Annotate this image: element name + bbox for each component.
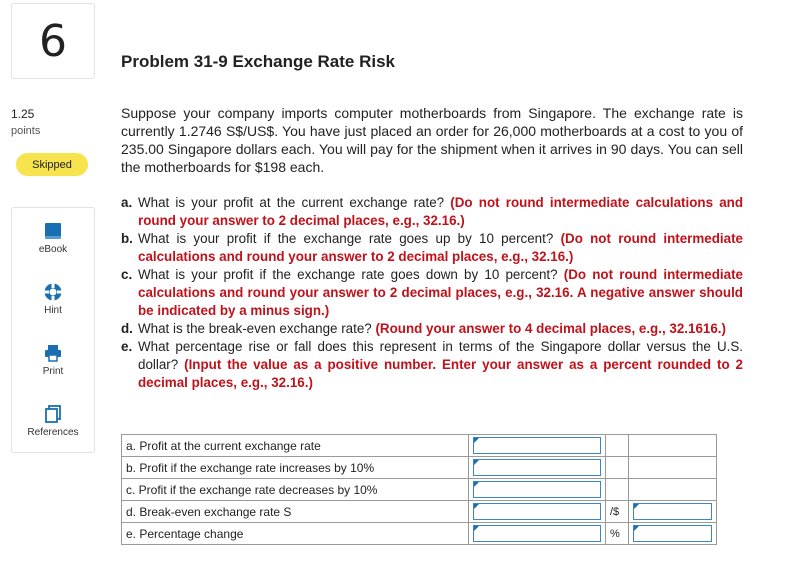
printer-icon bbox=[43, 343, 63, 363]
unit-label bbox=[606, 457, 629, 479]
part-text: What percentage rise or fall does this represent in terms of the Singapore dollar versus the U.S. dollar? bbox=[138, 339, 743, 372]
part-instruction: (Do not round intermediate calculations and round your answer to 2 decimal places, e.g., 32.16.) bbox=[138, 195, 744, 228]
part-letter: c. bbox=[121, 267, 133, 282]
part-c bbox=[121, 266, 743, 320]
empty-cell bbox=[629, 457, 717, 479]
part-letter: d. bbox=[121, 321, 133, 336]
question-number-box bbox=[11, 3, 95, 79]
answer-input-d2[interactable] bbox=[633, 503, 712, 520]
table-row bbox=[122, 435, 717, 457]
answer-input-e[interactable] bbox=[473, 525, 601, 542]
part-letter: a. bbox=[121, 195, 133, 210]
table-row bbox=[122, 523, 717, 545]
answer-input-b[interactable] bbox=[473, 459, 601, 476]
part-instruction: (Do not round intermediate calculations and round your answer to 2 decimal places, e.g., 32.16.) bbox=[138, 231, 743, 264]
table-row bbox=[122, 501, 717, 523]
part-letter: e. bbox=[121, 339, 133, 354]
row-label: c. Profit if the exchange rate decreases by 10% bbox=[122, 479, 469, 501]
question-parts bbox=[121, 194, 743, 392]
empty-cell bbox=[629, 435, 717, 457]
part-text: What is your profit at the current exchange rate? bbox=[138, 195, 445, 210]
answer-input-e2[interactable] bbox=[633, 525, 712, 542]
part-text: What is your profit if the exchange rate goes up by 10 percent? bbox=[138, 231, 554, 246]
answer-input-a[interactable] bbox=[473, 437, 601, 454]
hint-button[interactable] bbox=[12, 282, 94, 316]
unit-label bbox=[606, 435, 629, 457]
part-text: What is your profit if the exchange rate goes down by 10 percent? bbox=[138, 267, 558, 282]
empty-cell bbox=[629, 479, 717, 501]
part-a bbox=[121, 194, 743, 230]
ebook-button[interactable] bbox=[12, 221, 94, 255]
part-text: What is the break-even exchange rate? bbox=[138, 321, 372, 336]
row-label: d. Break-even exchange rate S bbox=[122, 501, 469, 523]
part-e bbox=[121, 338, 743, 392]
references-label: References bbox=[27, 427, 79, 438]
hint-label: Hint bbox=[44, 305, 62, 316]
answer-input-d[interactable] bbox=[473, 503, 601, 520]
unit-label: % bbox=[606, 523, 629, 545]
problem-title: Problem 31-9 Exchange Rate Risk bbox=[121, 52, 396, 71]
row-label: a. Profit at the current exchange rate bbox=[122, 435, 469, 457]
part-instruction: (Input the value as a positive number. Enter your answer as a percent rounded to 2 decimal places, e.g., 32.16.) bbox=[138, 357, 743, 390]
part-letter: b. bbox=[121, 231, 133, 246]
print-button[interactable] bbox=[12, 343, 94, 377]
print-label: Print bbox=[42, 366, 64, 377]
points-label: points bbox=[11, 125, 41, 137]
lifebuoy-icon bbox=[43, 282, 63, 302]
status-badge: Skipped bbox=[16, 153, 88, 176]
points-value: 1.25 bbox=[11, 107, 35, 121]
part-instruction: (Do not round intermediate calculations and round your answer to 2 decimal places, e.g., 32.16. A negative answer should be indicated by a minus sign.) bbox=[138, 267, 743, 318]
question-number: 6 bbox=[39, 15, 67, 67]
table-row bbox=[122, 479, 717, 501]
part-instruction: (Round your answer to 4 decimal places, e.g., 32.1616.) bbox=[375, 321, 726, 336]
ebook-label: eBook bbox=[38, 244, 68, 255]
row-label: b. Profit if the exchange rate increases by 10% bbox=[122, 457, 469, 479]
unit-label: /$ bbox=[606, 501, 629, 523]
table-row bbox=[122, 457, 717, 479]
part-b bbox=[121, 230, 743, 266]
tools-panel bbox=[11, 207, 95, 453]
answer-table bbox=[121, 434, 717, 545]
answer-input-c[interactable] bbox=[473, 481, 601, 498]
row-label: e. Percentage change bbox=[122, 523, 469, 545]
references-button[interactable] bbox=[12, 404, 94, 438]
documents-icon bbox=[43, 404, 63, 424]
unit-label bbox=[606, 479, 629, 501]
problem-intro: Suppose your company imports computer motherboards from Singapore. The exchange rate is currently 1.2746 S$/US$. You have just placed an order for 26,000 motherboards at a cost to you of 235.00 Singapore dollars each. You will pay for the shipment when it arrives in 90 days. You can sell the motherboards for $198 each. bbox=[121, 105, 743, 175]
book-icon bbox=[43, 221, 63, 241]
part-d bbox=[121, 320, 743, 338]
